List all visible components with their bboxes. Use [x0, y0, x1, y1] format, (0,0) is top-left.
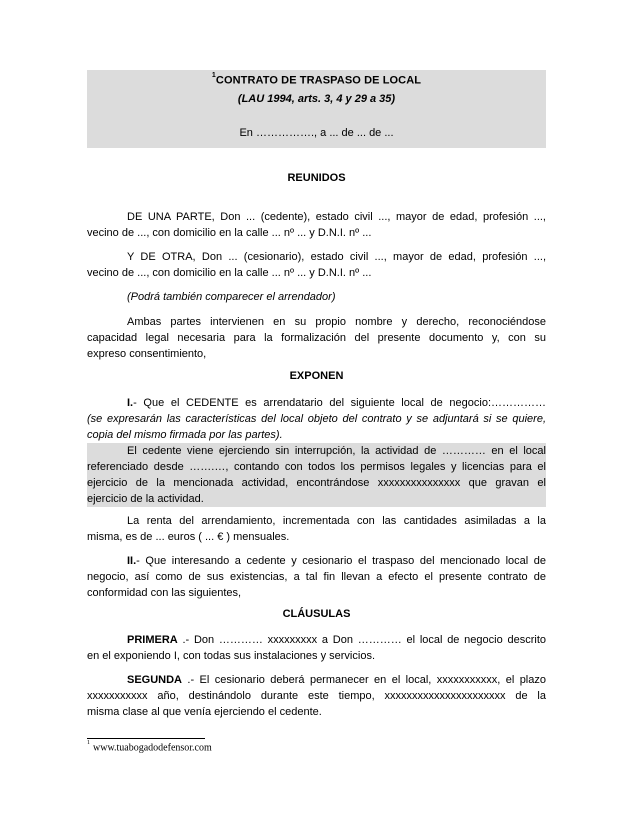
- section-heading-exponen: EXPONEN: [289, 370, 344, 382]
- text-line: expreso consentimiento,: [87, 348, 207, 360]
- item-text: - Que el CEDENTE es arrendatario del siguiente local de negocio:……………: [133, 397, 546, 409]
- text-line: Y DE OTRA, Don ... (cesionario), estado civil ..., mayor de edad, profesión ...,: [127, 251, 546, 263]
- place-date-line: En ……………., a ... de ... de ...: [239, 127, 394, 139]
- document-title-text: CONTRATO DE TRASPASO DE LOCAL: [215, 74, 422, 87]
- text-line: xxxxxxxxxxx año, destinándolo durante este tiempo, xxxxxxxxxxxxxxxxxxxxxx de la: [87, 690, 546, 702]
- paragraph-exponen-ii: [87, 553, 546, 601]
- section-heading-clausulas: CLÁUSULAS: [282, 608, 351, 620]
- paragraph-renta: [87, 513, 546, 545]
- text-line: ejercicio de la actividad.: [87, 493, 204, 505]
- clause-segunda: [87, 672, 546, 720]
- text-line: misma clase al que venía ejerciendo el cedente.: [87, 706, 322, 718]
- text-line: DE UNA PARTE, Don ... (cedente), estado civil ..., mayor de edad, profesión ...,: [127, 211, 546, 223]
- text-line: misma, es de ... euros ( ... € ) mensuales.: [87, 531, 290, 543]
- footnote-mark: 1: [87, 740, 90, 746]
- item-text: - Que interesando a cedente y cesionario el traspaso del mencionado local de: [136, 555, 546, 567]
- clause-text: .- El cesionario deberá permanecer en el local, xxxxxxxxxxx, el plazo: [182, 674, 546, 686]
- paragraph-cedente: [87, 209, 546, 241]
- paragraph-actividad-highlighted: [87, 443, 546, 507]
- text-line: [87, 672, 546, 688]
- title-block: [87, 70, 546, 148]
- paragraph-cesionario: [87, 249, 546, 281]
- text-line: (Podrá también comparecer el arrendador): [127, 291, 336, 303]
- document-subtitle: (LAU 1994, arts. 3, 4 y 29 a 35): [237, 93, 396, 105]
- paragraph-arrendador-note: [87, 289, 546, 305]
- text-line: (se expresarán las características del local objeto del contrato y se adjuntará si se quiere,: [87, 413, 546, 425]
- clause-label: PRIMERA: [127, 634, 178, 646]
- footnote: [87, 742, 212, 753]
- text-line: Ambas partes intervienen en su propio nombre y derecho, reconociéndose: [127, 316, 546, 328]
- text-line: vecino de ..., con domicilio en la calle ... nº ... y D.N.I. nº ...: [87, 227, 372, 239]
- text-line: en el exponiendo I, con todas sus instalaciones y servicios.: [87, 650, 375, 662]
- footnote-reference: 1: [211, 72, 216, 79]
- section-heading-reunidos: REUNIDOS: [287, 172, 346, 184]
- document-title: [87, 74, 546, 87]
- paragraph-exponen-i: [87, 395, 546, 443]
- item-label: I.: [127, 397, 134, 409]
- text-line: vecino de ..., con domicilio en la calle ... nº ... y D.N.I. nº ...: [87, 267, 372, 279]
- footnote-divider: [87, 738, 205, 739]
- text-line: [87, 395, 546, 411]
- clause-label: SEGUNDA: [127, 674, 183, 686]
- text-line: copia del mismo firmada por las partes).: [87, 429, 283, 441]
- clause-primera: [87, 632, 546, 664]
- text-line: capacidad legal necesaria para la formalización del presente documento y, con su: [87, 332, 546, 344]
- text-line: La renta del arrendamiento, incrementada con las cantidades asimiladas a la: [127, 515, 546, 527]
- text-line: negocio, así como de sus existencias, a tal fin llevan a efecto el presente contrato de: [87, 571, 546, 583]
- clause-text: .- Don ………… xxxxxxxxx a Don ………… el local de negocio descrito: [177, 634, 546, 646]
- text-line: [87, 553, 546, 569]
- text-line: El cedente viene ejerciendo sin interrupción, la actividad de ………… en el local: [127, 445, 546, 457]
- text-line: referenciado desde …….…, contando con todos los permisos legales y licencias para el: [87, 461, 546, 473]
- text-line: conformidad con las siguientes,: [87, 587, 242, 599]
- item-label: II.: [127, 555, 137, 567]
- footnote-link: www.tuabogadodefensor.com: [93, 742, 212, 754]
- text-line: ejercicio de la mencionada actividad, encontrándose xxxxxxxxxxxxxxx que gravan el: [87, 477, 546, 489]
- text-line: [87, 632, 546, 648]
- paragraph-partes: [87, 314, 546, 362]
